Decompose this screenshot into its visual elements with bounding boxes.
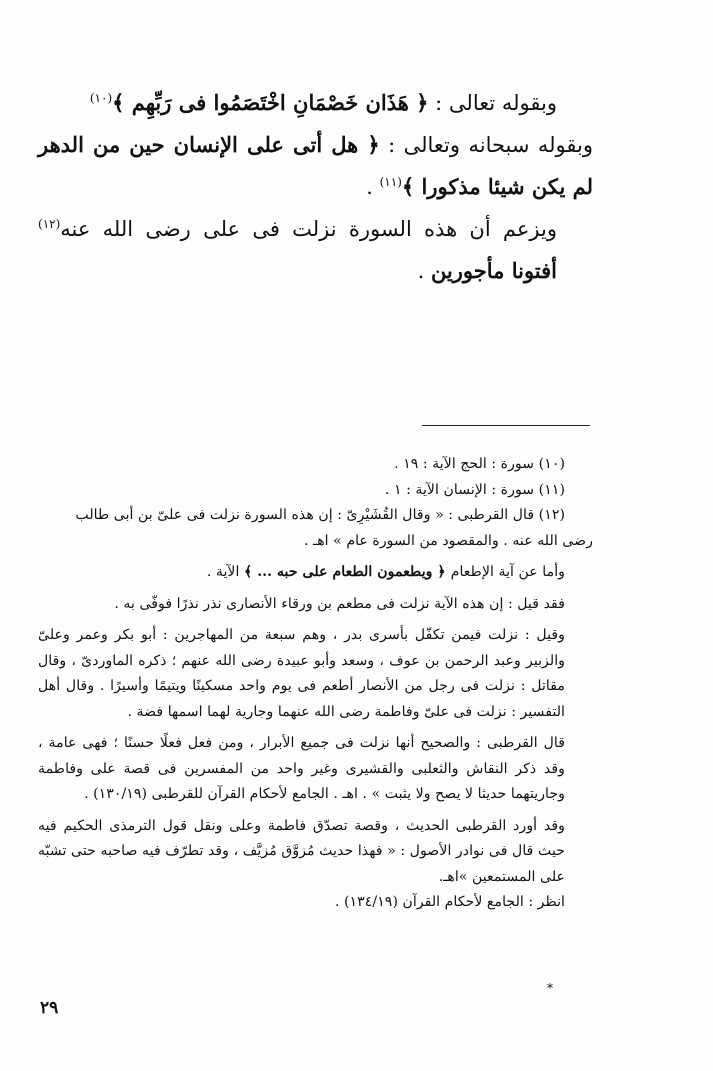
footnote-divider (422, 425, 590, 426)
footnote-11: (١١) سورة : الإنسان الآية : ١ . (384, 481, 565, 498)
footnote-paragraph: وقيل : نزلت فيمن تكفّل بأسرى بدر ، وهم سبعة من المهاجرين : أبو بكر وعمر وعلىّ والزبير وعبد الرحمن بن عوف ، وسعد وأبو عبيدة رضى الله عنهم ؛ ذكره الماوردىّ ، وقال مقاتل : نزلت فى رجل من الأنصار أطعم فى يوم واحد مسكينًا ويتيمًا وأسيرًا . وقال أهل التفسير : نزلت فى علىّ وفاطمة رضى الله عنهما وجارية لهما اسمها فضة . (38, 627, 565, 720)
footnote-ref: (١٢) (38, 217, 61, 231)
footnote-reference: انظر : الجامع لأحكام القرآن (١٣٤/١٩) . (334, 894, 565, 910)
quran-quote: ﴿ هل أتى على الإنسان حين من الدهر لم يكن شيئا مذكورا ﴾ (38, 132, 593, 199)
intro-text: وبقوله تعالى : (435, 91, 557, 115)
footnote-10: (١٠) سورة : الحج الآية : ١٩ . (394, 456, 565, 472)
footnote-paragraph: وأما عن آية الإطعام ﴿ ويطعمون الطعام على حبه ... ﴾ الآية . (206, 564, 565, 580)
verse-line-1 (38, 82, 593, 124)
quran-quote: ﴿ ويطعمون الطعام على حبه ... ﴾ (243, 564, 451, 580)
intro-text: وبقوله سبحانه وتعالى : (388, 133, 594, 157)
footnote-12: (١٢) قال القرطبى : « وقال القُشَيْرِىّ : إن هذه السورة نزلت فى علىّ بن أبى طالب (75, 507, 565, 523)
footnotes (38, 452, 593, 916)
footnote-ref: (١٠) (89, 91, 113, 105)
page-number: ٢٩ (40, 998, 59, 1018)
asterisk-mark: * (547, 981, 553, 995)
main-text (38, 82, 593, 292)
question-paragraph: ويزعم أن هذه السورة نزلت فى على رضى الله عنه$^{(١٢)}$ أفتونا مأجورين . (38, 217, 557, 283)
footnote-paragraph: وقد أورد القرطبى الحديث ، وقصة تصدّق فاطمة وعلى ونقل قول الترمذى الحكيم فيه حيث قال فى نوادر الأصول : « فهذا حديث مُزوَّق مُزيَّف ، وقد تطرّف فيه صاحبه حتى تشبّه على المستمعين »اهـ. (38, 817, 565, 885)
footnote-paragraph: فقد قيل : إن هذه الآية نزلت فى مطعم بن ورقاء الأنصارى نذر نذرًا فوفّى به . (114, 595, 565, 612)
footnote-12-continued: رضى الله عنه . والمقصود من السورة عام » اهـ . (304, 532, 593, 549)
footnote-ref: (١١) (379, 175, 402, 189)
footnote-paragraph: قال القرطبى : والصحيح أنها نزلت فى جميع الأبرار ، ومن فعل فعلًا حسنًا ؛ فهى عامة ، وقد ذكر النقاش والثعلبى والقشيرى وغير واحد من المفسرين فى قصة على وفاطمة وجاريتهما حديثا لا يصح ولا يثبت » . اهـ . الجامع لأحكام القرآن للقرطبى (١٣٠/١٩) . (38, 735, 565, 802)
quran-quote: ﴿ هَذَان خَصْمَانِ اخْتَصَمُوا فى رَبِّهِم ﴾ (112, 90, 429, 115)
verse-line-2: وبقوله سبحانه وتعالى : ﴿ هل أتى على الإنسان حين من الدهر لم يكن شيئا مذكورا ﴾$^{(١١)}$ . (38, 132, 594, 199)
